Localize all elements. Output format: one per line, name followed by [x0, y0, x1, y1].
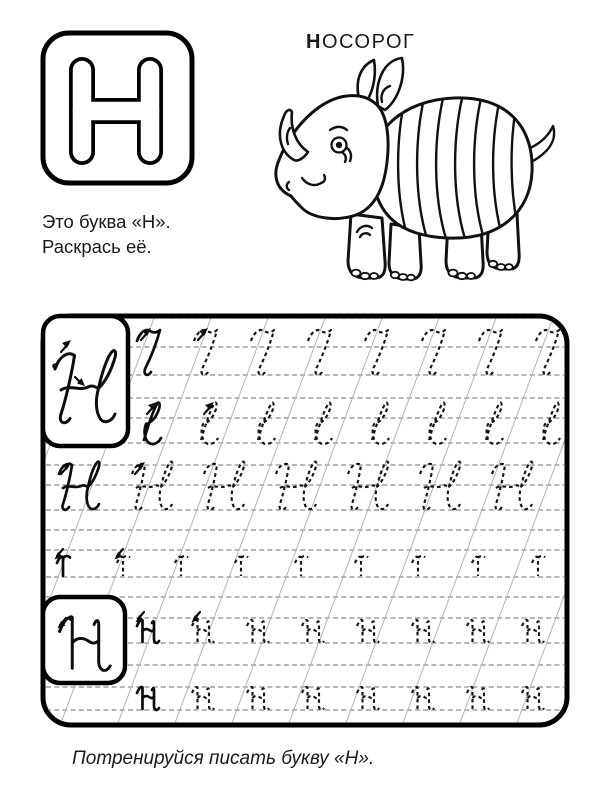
- letter-card: [40, 30, 195, 188]
- rhinoceros-illustration: [264, 50, 606, 292]
- lowercase-example-card: [43, 597, 125, 683]
- instruction-text: [42, 209, 171, 259]
- instruction-line-1: Это буква «Н».: [42, 211, 171, 232]
- rhino-pupil: [336, 142, 342, 148]
- title-first-letter: Н: [306, 31, 322, 53]
- instruction-line-2: Раскрась её.: [42, 236, 152, 257]
- practice-sheet: [40, 313, 570, 728]
- uppercase-example-card: [43, 316, 128, 446]
- rhino-body: [372, 98, 532, 238]
- practice-caption: Потренируйся писать букву «Н».: [72, 748, 375, 769]
- title-rest: ОСОРОГ: [321, 31, 416, 53]
